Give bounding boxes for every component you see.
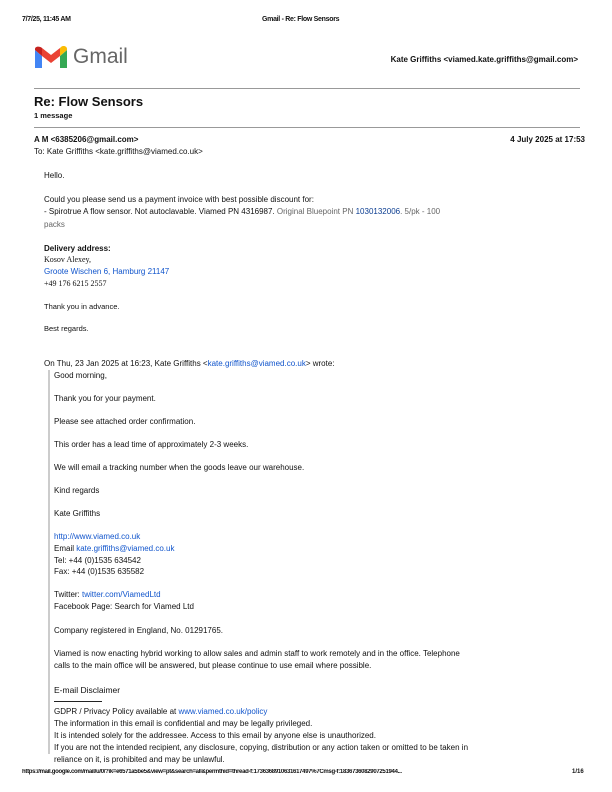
email-label: Email	[54, 544, 77, 553]
twitter-label: Twitter:	[54, 590, 83, 599]
product-text: . 5/pk - 100	[400, 207, 441, 216]
account-label: Kate Griffiths <viamed.kate.griffiths@gmail.com>	[390, 55, 578, 64]
twitter-line	[54, 590, 161, 599]
fax-text: Fax: +44 (0)1535 635582	[54, 567, 145, 576]
policy-link[interactable]: www.viamed.co.uk/policy	[178, 707, 268, 716]
thread-subject: Re: Flow Sensors	[34, 94, 144, 109]
body-text: Hello.	[44, 171, 65, 180]
website-link[interactable]: http://www.viamed.co.uk	[54, 532, 141, 541]
email-link[interactable]: kate.griffiths@viamed.co.uk	[207, 359, 306, 368]
gmail-logo	[35, 45, 128, 72]
quote-text: We will email a tracking number when the goods leave our warehouse.	[54, 463, 305, 472]
delivery-label: Delivery address:	[44, 244, 111, 253]
gdpr-line	[54, 707, 267, 716]
message-date: 4 July 2025 at 17:53	[510, 135, 585, 144]
quote-text: Thank you for your payment.	[54, 394, 156, 403]
body-text: Could you please send us a payment invoice with best possible discount for:	[44, 195, 314, 204]
quote-text: This order has a lead time of approximately 2-3 weeks.	[54, 440, 249, 449]
quote-text: Kind regards	[54, 486, 100, 495]
disclaimer-text: The information in this email is confidential and may be legally privileged.	[54, 719, 313, 728]
disclaimer-text: reliance on it, is prohibited and may be unlawful.	[54, 755, 225, 764]
body-text: Thank you in advance.	[44, 302, 120, 311]
company-text: Company registered in England, No. 01291765.	[54, 626, 223, 635]
quote-attribution	[44, 359, 335, 368]
print-url: https://mail.google.com/mail/u/0/?ik=e6571a5be5&view=pt&search=all&permthid=thread-f:1736368910631617497%7Cmsg-f:1836736082907251944...	[22, 769, 402, 775]
product-text: Original Bluepoint PN	[274, 207, 356, 216]
gmail-m-icon	[35, 46, 67, 70]
divider	[34, 88, 580, 89]
disclaimer-text: If you are not the intended recipient, any disclosure, copying, distribution or any action taken or omitted to be taken in	[54, 743, 469, 752]
facebook-text: Facebook Page: Search for Viamed Ltd	[54, 602, 194, 611]
disclaimer-text: It is intended solely for the addressee. Access to this email by anyone else is unauthorized.	[54, 731, 376, 740]
address-phone: +49 176 6215 2557	[44, 279, 107, 288]
disclaimer-rule	[54, 701, 102, 702]
message-count: 1 message	[34, 111, 73, 120]
gdpr-label: GDPR / Privacy Policy available at	[54, 707, 179, 716]
quote-text: Good morning,	[54, 371, 107, 380]
quote-text: Please see attached order confirmation.	[54, 417, 196, 426]
part-number: 1030132006	[355, 207, 401, 216]
sender: A M <6385206@gmail.com>	[34, 135, 139, 144]
print-title: Gmail - Re: Flow Sensors	[262, 16, 340, 23]
divider	[34, 127, 580, 128]
tel-text: Tel: +44 (0)1535 634542	[54, 556, 141, 565]
twitter-link[interactable]: twitter.com/ViamedLtd	[82, 590, 161, 599]
body-text: packs	[44, 220, 65, 229]
body-text	[44, 207, 440, 216]
gmail-wordmark: Gmail	[73, 45, 128, 68]
attribution-text: On Thu, 23 Jan 2025 at 16:23, Kate Griffiths <	[44, 359, 208, 368]
quote-text: Kate Griffiths	[54, 509, 101, 518]
hybrid-text: calls to the main office will be answered, but please continue to use email where possible.	[54, 661, 372, 670]
email-line	[54, 544, 174, 553]
disclaimer-title: E-mail Disclaimer	[54, 685, 121, 695]
hybrid-text: Viamed is now enacting hybrid working to allow sales and admin staff to work remotely and in the office. Telephone	[54, 649, 460, 658]
recipient: To: Kate Griffiths <kate.griffiths@viamed.co.uk>	[34, 147, 203, 156]
email-link[interactable]: kate.griffiths@viamed.co.uk	[76, 544, 175, 553]
attribution-text: > wrote:	[305, 359, 335, 368]
product-text: - Spirotrue A flow sensor. Not autoclavable. Viamed PN 4316987.	[44, 207, 275, 216]
address-name: Kosov Alexey,	[44, 255, 92, 264]
body-text: Best regards.	[44, 324, 89, 333]
page-number: 1/16	[572, 769, 584, 775]
address-link[interactable]: Groote Wischen 6, Hamburg 21147	[44, 267, 170, 276]
quote-border	[48, 370, 50, 754]
print-datetime: 7/7/25, 11:45 AM	[22, 16, 71, 23]
